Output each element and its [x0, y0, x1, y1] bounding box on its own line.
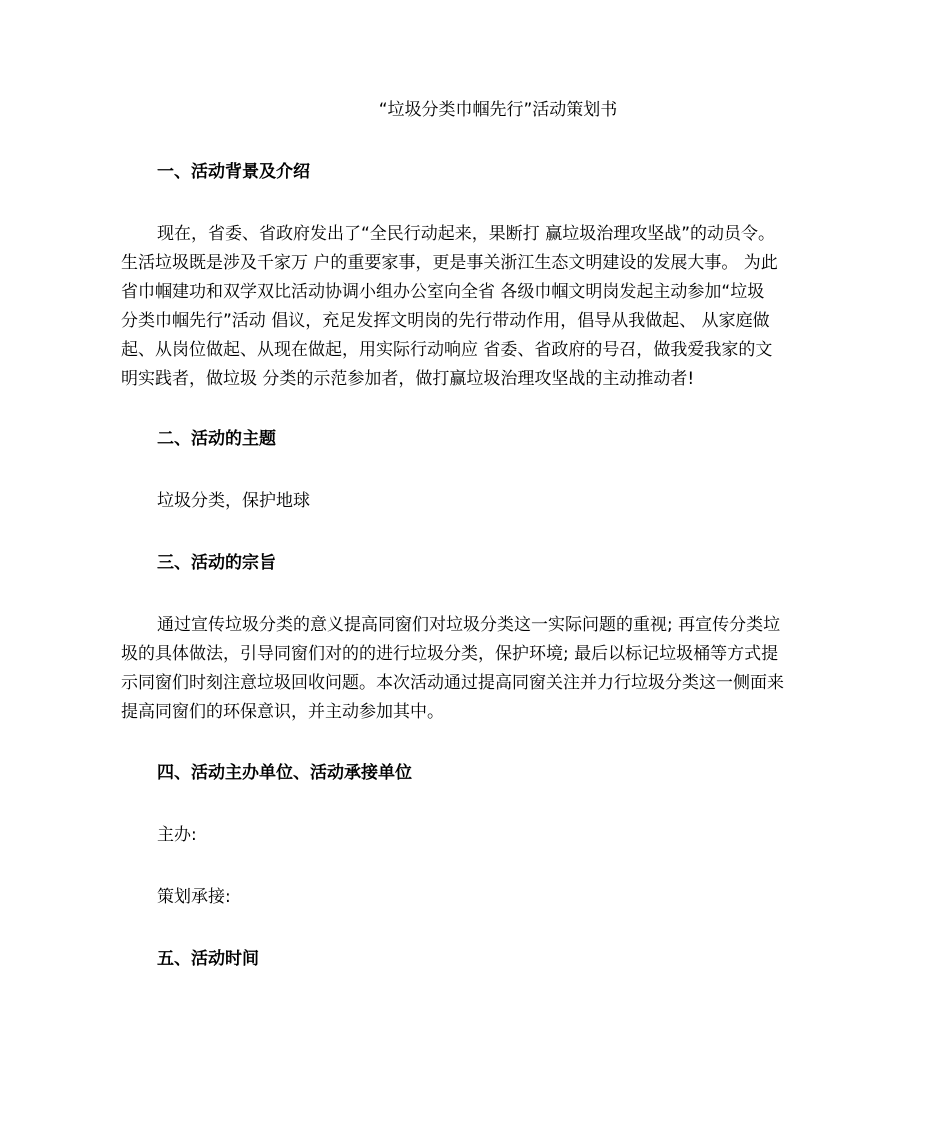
section-heading-time: 五、活动时间 [157, 949, 259, 969]
section-heading-organizers: 四、活动主办单位、活动承接单位 [157, 763, 412, 783]
paragraph-line: 省巾帼建功和双学双比活动协调小组办公室向全省 各级巾帼文明岗发起主动参加“垃圾 [121, 282, 765, 302]
host-label: 主办: [157, 825, 197, 845]
paragraph-line: 圾的具体做法，引导同窗们对的的进行垃圾分类，保护环境; 最后以标记垃圾桶等方式提 [121, 644, 779, 664]
paragraph-line: 现在，省委、省政府发出了“全民行动起来，果断打 赢垃圾治理攻坚战”的动员令。 [157, 224, 776, 244]
paragraph-line: 生活垃圾既是涉及千家万 户的重要家事，更是事关浙江生态文明建设的发展大事。 为此 [121, 253, 778, 273]
paragraph-line: 明实践者，做垃圾 分类的示范参加者，做打赢垃圾治理攻坚战的主动推动者! [121, 369, 695, 389]
paragraph-line: 分类巾帼先行”活动 倡议，充足发挥文明岗的先行带动作用，倡导从我做起、 从家庭做 [121, 311, 770, 331]
paragraph-line: 起、从岗位做起、从现在做起，用实际行动响应 省委、省政府的号召，做我爱我家的文 [121, 340, 773, 360]
background-paragraph [121, 220, 841, 394]
section-heading-purpose: 三、活动的宗旨 [157, 553, 276, 573]
purpose-paragraph [121, 611, 841, 727]
section-heading-background: 一、活动背景及介绍 [157, 162, 310, 182]
theme-text: 垃圾分类，保护地球 [157, 491, 310, 511]
paragraph-line: 通过宣传垃圾分类的意义提高同窗们对垃圾分类这一实际问题的重视; 再宣传分类垃 [157, 615, 781, 635]
organizer-label: 策划承接: [157, 887, 231, 907]
paragraph-line: 提高同窗们的环保意识，并主动参加其中。 [121, 702, 444, 722]
paragraph-line: 示同窗们时刻注意垃圾回收问题。本次活动通过提高同窗关注并力行垃圾分类这一侧面来 [121, 673, 784, 693]
section-heading-theme: 二、活动的主题 [157, 429, 276, 449]
document-title: “垃圾分类巾帼先行”活动策划书 [378, 100, 618, 120]
